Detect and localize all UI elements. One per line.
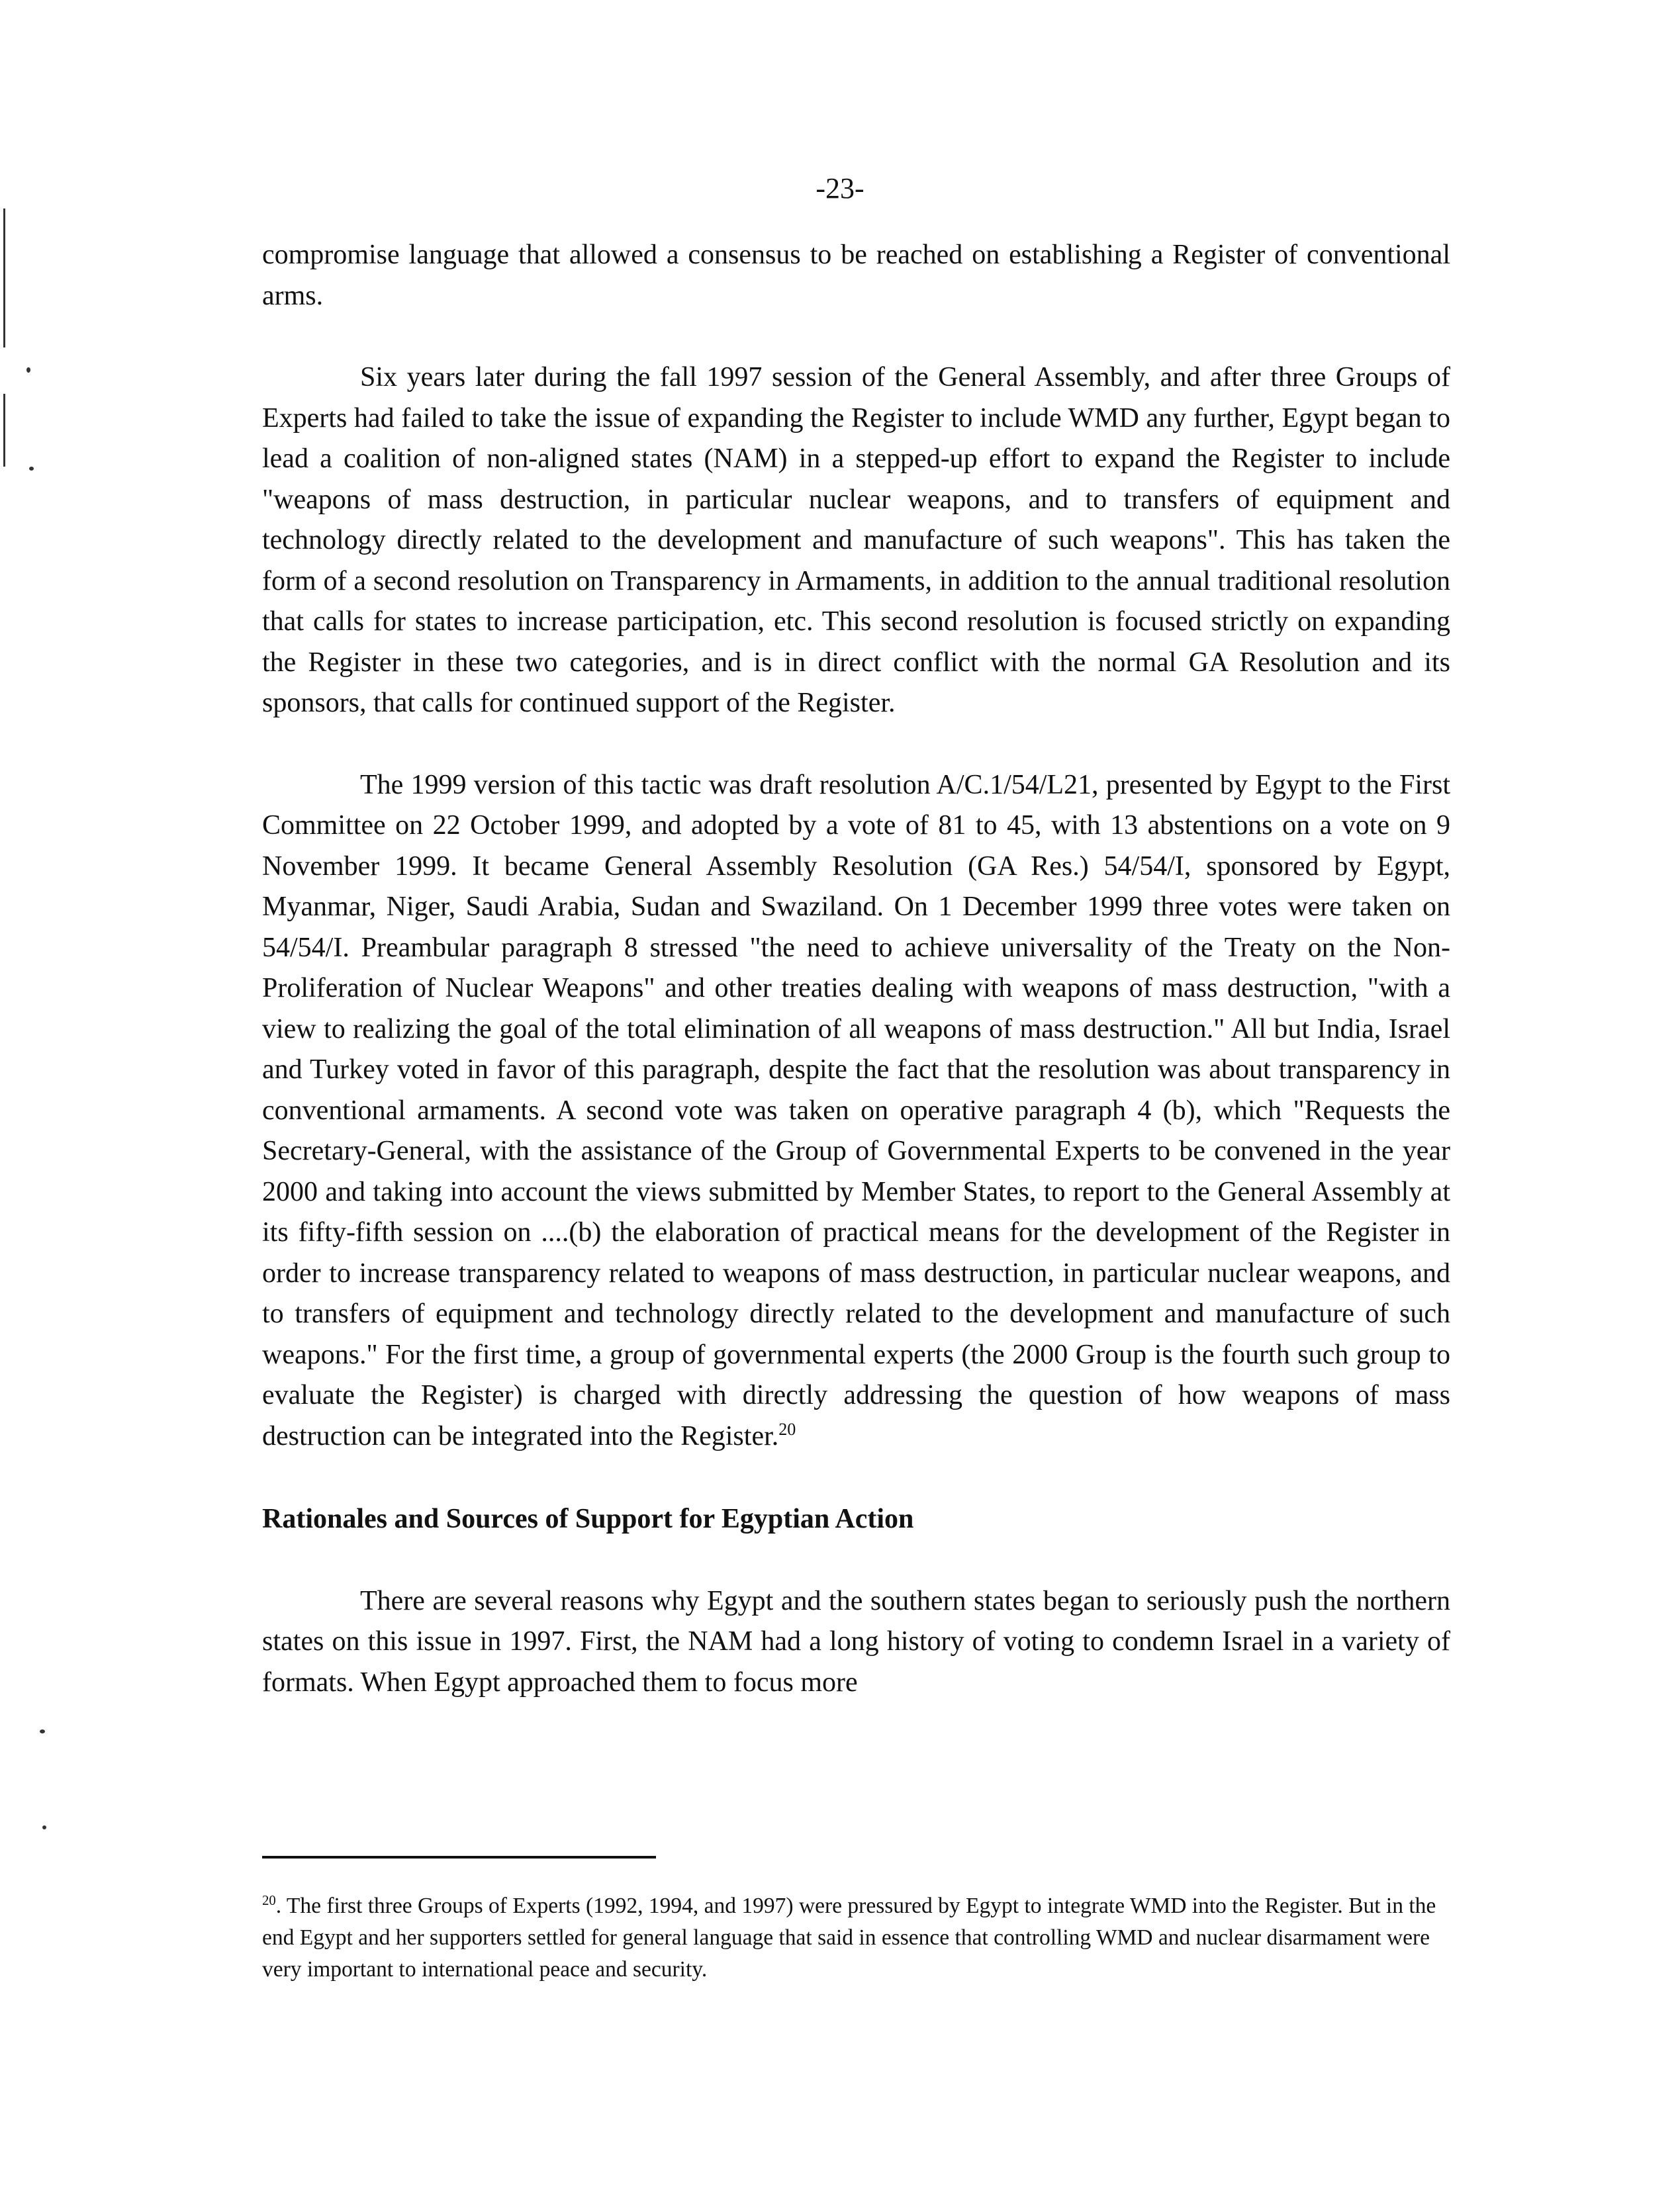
scan-speck	[29, 467, 34, 471]
scan-margin-mark	[3, 208, 5, 347]
page-number: -23-	[816, 172, 864, 205]
footnote	[262, 1890, 1447, 1986]
body-paragraph-3	[262, 765, 1450, 1457]
body-paragraph-2: Six years later during the fall 1997 session of the General Assembly, and after three Groups of Experts had failed to take the issue of expanding the Register to include WMD any further, Egypt began to lead a coalition of non-aligned states (NAM) in a stepped-up effort to expand the Register to include "weapons of mass destruction, in particular nuclear weapons, and to transfers of equipment and technology directly related to the development and manufacture of such weapons". This has taken the form of a second resolution on Transparency in Armaments, in addition to the annual traditional resolution that calls for states to increase participation, etc. This second resolution is focused strictly on expanding the Register in these two categories, and is in direct conflict with the normal GA Resolution and its sponsors, that calls for continued support of the Register.	[262, 362, 1450, 718]
body-paragraph-3-text: The 1999 version of this tactic was draft resolution A/C.1/54/L21, presented by Egypt to the First Committee on 22 October 1999, and adopted by a vote of 81 to 45, with 13 abstentions on a vote on 9 November 1999. It became General Assembly Resolution (GA Res.) 54/54/I, sponsored by Egypt, Myanmar, Niger, Saudi Arabia, Sudan and Swaziland. On 1 December 1999 three votes were taken on 54/54/I. Preambular paragraph 8 stressed "the need to achieve universality of the Treaty on the Non-Proliferation of Nuclear Weapons" and other treaties dealing with weapons of mass destruction, "with a view to realizing the goal of the total elimination of all weapons of mass destruction." All but India, Israel and Turkey voted in favor of this paragraph, despite the fact that the resolution was about transparency in conventional armaments. A second vote was taken on operative paragraph 4 (b), which "Requests the Secretary-General, with the assistance of the Group of Governmental Experts to be convened in the year 2000 and taking into account the views submitted by Member States, to report to the General Assembly at its fifty-fifth session on ....(b) the elaboration of practical means for the development of the Register in order to increase transparency related to weapons of mass destruction, in particular nuclear weapons, and to transfers of equipment and technology directly related to the development and manufacture of such weapons." For the first time, a group of governmental experts (the 2000 Group is the fourth such group to evaluate the Register) is charged with directly addressing the question of how weapons of mass destruction can be integrated into the Register.	[262, 769, 1450, 1451]
footnote-divider	[262, 1856, 656, 1859]
footnote-marker: 20	[262, 1892, 276, 1908]
body-paragraph-4: There are several reasons why Egypt and the southern states began to seriously push the northern states on this issue in 1997. First, the NAM had a long history of voting to condemn Israel in a variety of formats. When Egypt approached them to focus more	[262, 1585, 1450, 1698]
body-paragraph-1: compromise language that allowed a consensus to be reached on establishing a Register of conventional arms.	[262, 240, 1450, 311]
footnote-reference: 20	[778, 1419, 796, 1439]
document-body	[262, 235, 1450, 1703]
scan-speck	[26, 367, 30, 373]
scan-speck	[42, 1825, 46, 1829]
scan-speck	[40, 1729, 45, 1733]
scan-margin-mark	[3, 394, 5, 467]
footnote-text: . The first three Groups of Experts (1992, 1994, and 1997) were pressured by Egypt to integrate WMD into the Register. But in the end Egypt and her supporters settled for general language that said in essence that controlling WMD and nuclear disarmament were very important to international peace and security.	[262, 1894, 1436, 1982]
section-heading: Rationales and Sources of Support for Egyptian Action	[262, 1504, 914, 1534]
